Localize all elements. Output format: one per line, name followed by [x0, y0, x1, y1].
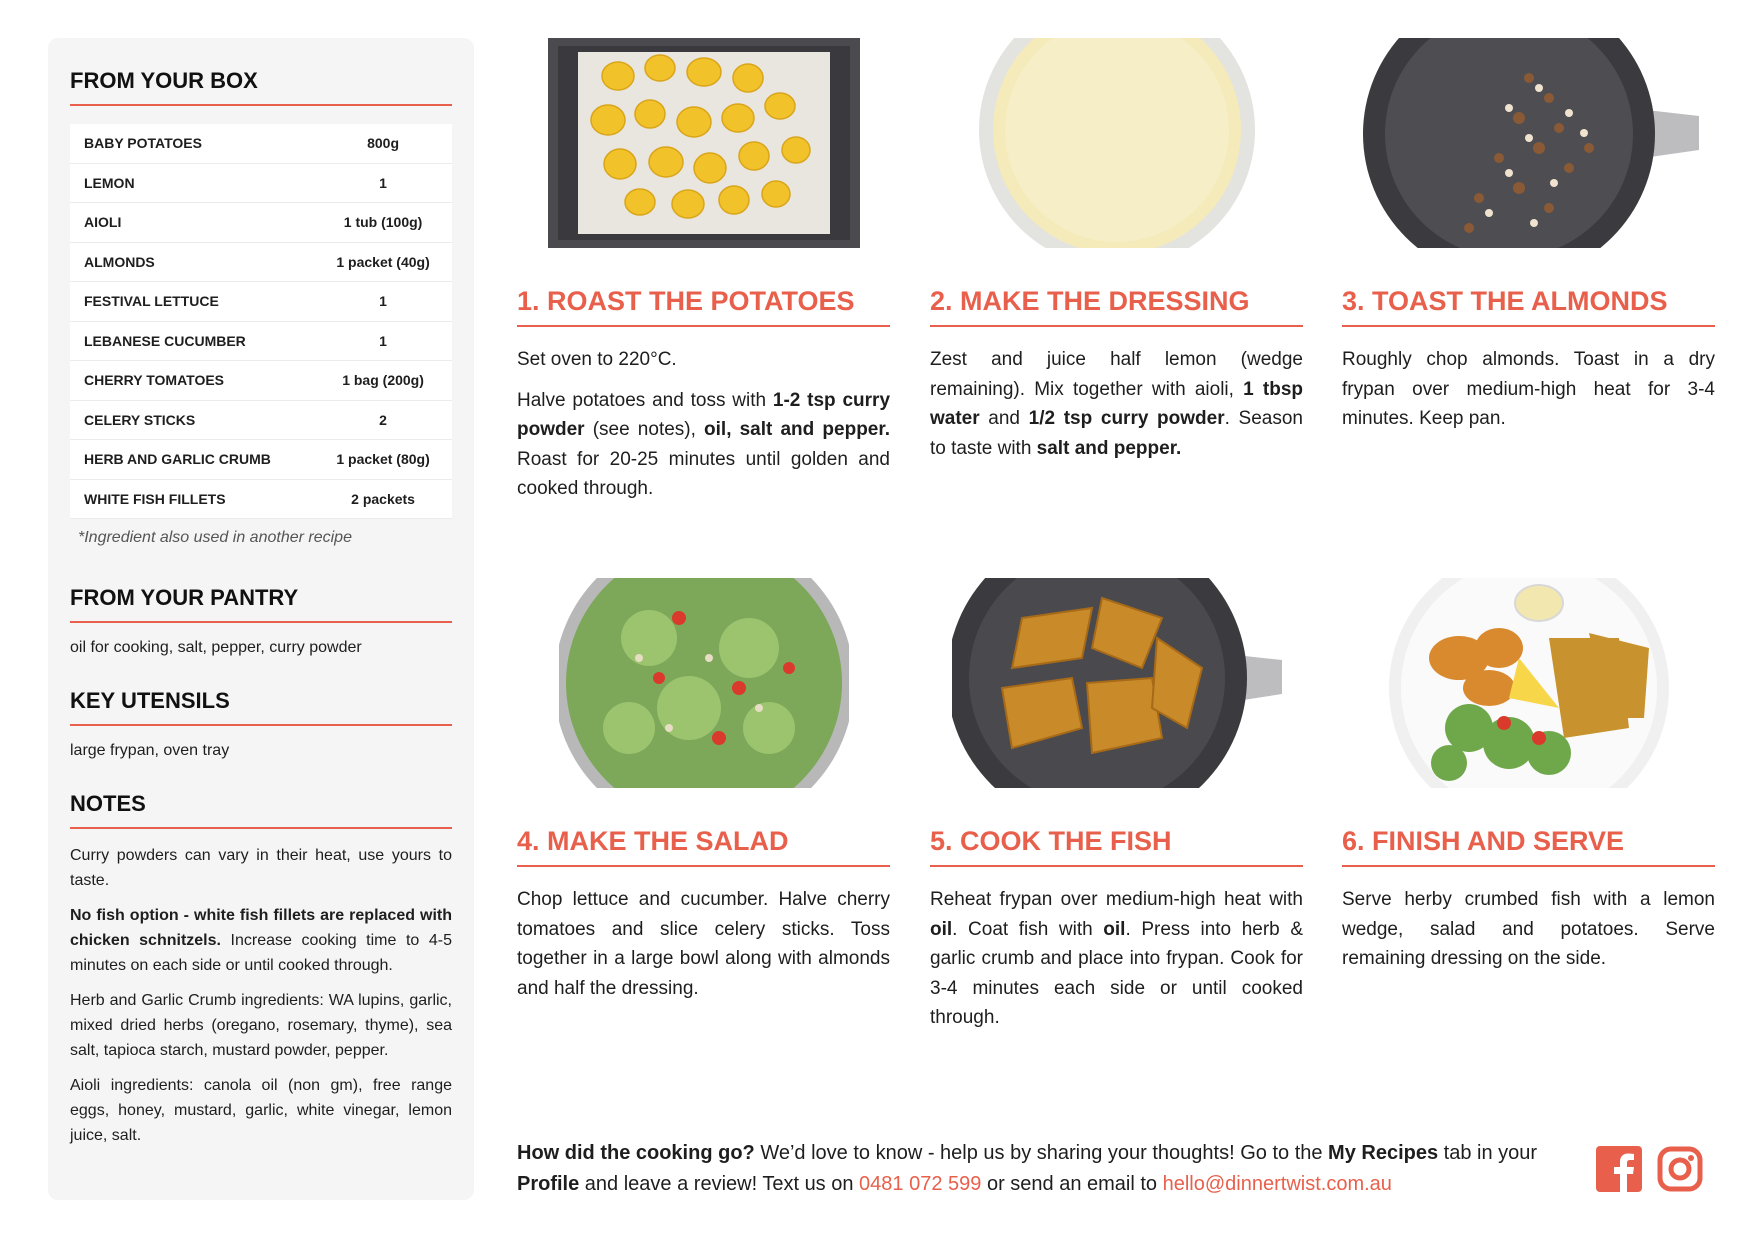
step-3	[1342, 38, 1715, 445]
step-4	[517, 578, 890, 1014]
ingredient-qty: 1	[314, 163, 452, 203]
utensils-title: KEY UTENSILS	[70, 688, 452, 726]
ingredient-name: WHITE FISH FILLETS	[70, 479, 314, 519]
table-row	[70, 440, 452, 480]
note-no-fish	[70, 903, 452, 978]
phone-number[interactable]: 0481 072 599	[859, 1173, 982, 1195]
text-run: . Press into herb & garlic crumb and place into frypan. Cook for 3-4 minutes each side or until cooked through.	[930, 918, 1303, 1028]
step-3-text	[1342, 345, 1715, 434]
table-row	[70, 400, 452, 440]
step-2-title: 2. MAKE THE DRESSING	[930, 286, 1303, 327]
text-run: tab in your	[1438, 1142, 1538, 1164]
text-run: Roast for 20-25 minutes until golden and cooked through.	[517, 448, 890, 499]
ingredient-name: FESTIVAL LETTUCE	[70, 282, 314, 322]
ingredient-qty: 2 packets	[314, 479, 452, 519]
ingredient-name: BABY POTATOES	[70, 124, 314, 163]
text-run: (see notes),	[584, 419, 705, 440]
ingredient-name: AIOLI	[70, 203, 314, 243]
ingredient-qty: 1	[314, 282, 452, 322]
fish-pan-image	[930, 578, 1303, 788]
text-run: Halve potatoes and toss with	[517, 389, 773, 411]
text-run: Reheat frypan over medium-high heat with	[930, 889, 1303, 910]
step-1-p1: Set oven to 220°C.	[517, 349, 677, 370]
ingredients-panel	[48, 38, 474, 1200]
bold-run: oil	[930, 918, 953, 940]
ingredient-name: CELERY STICKS	[70, 400, 314, 440]
step-1-title: 1. ROAST THE POTATOES	[517, 286, 890, 327]
feedback-question: How did the cooking go?	[517, 1142, 755, 1164]
feedback-footer	[517, 1138, 1567, 1200]
table-row	[70, 361, 452, 401]
step-2-p1	[930, 345, 1303, 463]
step-2	[930, 38, 1303, 474]
table-row	[70, 163, 452, 203]
ingredient-qty: 800g	[314, 124, 452, 163]
ingredient-qty: 1 tub (100g)	[314, 203, 452, 243]
notes-title: NOTES	[70, 791, 452, 829]
pantry-text: oil for cooking, salt, pepper, curry powder	[70, 639, 362, 656]
bold-run: oil	[1103, 918, 1126, 940]
ingredient-qty: 1 packet (80g)	[314, 440, 452, 480]
step-1-p2	[517, 386, 890, 504]
step-6	[1342, 578, 1715, 985]
note-aioli: Aioli ingredients: canola oil (non gm), free range eggs, honey, mustard, garlic, white vinegar, lemon juice, salt.	[70, 1077, 452, 1144]
ingredient-name: LEBANESE CUCUMBER	[70, 321, 314, 361]
note-curry: Curry powders can vary in their heat, use yours to taste.	[70, 847, 452, 889]
ingredient-qty: 1	[314, 321, 452, 361]
ingredient-name: CHERRY TOMATOES	[70, 361, 314, 401]
text-run: . Season to taste with	[930, 408, 1303, 459]
bold-run: 1-2 tsp curry powder	[517, 389, 891, 440]
text-run: We’d love to know - help us by sharing your thoughts! Go to the	[754, 1142, 1329, 1164]
ingredient-name: HERB AND GARLIC CRUMB	[70, 440, 314, 480]
ingredient-qty: 2	[314, 400, 452, 440]
note-no-fish-bold: No fish option - white fish fillets are replaced with chicken schnitzels.	[70, 907, 452, 949]
my-recipes-link[interactable]: My Recipes	[1328, 1142, 1439, 1164]
table-row	[70, 124, 452, 163]
text-run: or send an email to	[981, 1173, 1163, 1195]
step-6-title: 6. FINISH AND SERVE	[1342, 826, 1715, 867]
pantry-title: FROM YOUR PANTRY	[70, 585, 452, 623]
box-title: FROM YOUR BOX	[70, 68, 452, 106]
text-run: . Coat fish with	[952, 918, 1104, 940]
bold-run: 1/2 tsp curry powder	[1028, 408, 1225, 429]
bold-run: oil, salt and pepper.	[704, 419, 890, 440]
ingredient-name: ALMONDS	[70, 242, 314, 282]
step-2-text	[930, 345, 1303, 463]
table-row	[70, 203, 452, 243]
profile-link[interactable]: Profile	[517, 1173, 580, 1195]
step-6-p1: Serve herby crumbed fish with a lemon wedge, salad and potatoes. Serve remaining dressing on the side.	[1342, 889, 1715, 969]
instagram-icon[interactable]	[1657, 1146, 1703, 1192]
ingredient-name: LEMON	[70, 163, 314, 203]
utensils-text: large frypan, oven tray	[70, 742, 230, 759]
step-5	[930, 578, 1303, 1044]
table-row	[70, 282, 452, 322]
plated-dish-image	[1342, 578, 1715, 788]
step-1-text	[517, 345, 890, 504]
email-link[interactable]: hello@dinnertwist.com.au	[1162, 1173, 1392, 1195]
dressing-bowl-image	[930, 38, 1303, 248]
step-5-title: 5. COOK THE FISH	[930, 826, 1303, 867]
step-1	[517, 38, 890, 515]
step-3-title: 3. TOAST THE ALMONDS	[1342, 286, 1715, 327]
text-run: and	[979, 408, 1029, 429]
table-row	[70, 321, 452, 361]
bold-run: salt and pepper.	[1036, 437, 1182, 459]
table-row	[70, 479, 452, 519]
step-4-text	[517, 885, 890, 1003]
ingredients-table	[70, 124, 452, 519]
almonds-pan-image	[1342, 38, 1715, 248]
bold-run: 1 tbsp water	[930, 378, 1303, 429]
table-row	[70, 242, 452, 282]
ingredient-qty: 1 bag (200g)	[314, 361, 452, 401]
text-run: and leave a review! Text us on	[579, 1173, 860, 1195]
text-run: Zest and juice half lemon (wedge remaining). Mix together with aioli,	[930, 349, 1303, 400]
salad-bowl-image	[517, 578, 890, 788]
note-crumb: Herb and Garlic Crumb ingredients: WA lupins, garlic, mixed dried herbs (oregano, rosemary, thyme), sea salt, tapioca starch, mustard powder, pepper.	[70, 992, 452, 1059]
ingredient-qty: 1 packet (40g)	[314, 242, 452, 282]
facebook-icon[interactable]	[1596, 1146, 1642, 1192]
note-no-fish-rest: Increase cooking time to 4-5 minutes on each side or until cooked through.	[70, 932, 453, 974]
step-4-p1: Chop lettuce and cucumber. Halve cherry tomatoes and slice celery sticks. Toss together in a large bowl along with almonds and half the dressing.	[517, 889, 890, 999]
potatoes-tray-image	[517, 38, 890, 248]
step-5-text	[930, 885, 1303, 1033]
ingredient-footnote: *Ingredient also used in another recipe	[78, 529, 352, 546]
step-4-title: 4. MAKE THE SALAD	[517, 826, 890, 867]
step-5-p1	[930, 885, 1303, 1033]
step-3-p1: Roughly chop almonds. Toast in a dry frypan over medium-high heat for 3-4 minutes. Keep pan.	[1342, 349, 1715, 429]
step-6-text	[1342, 885, 1715, 974]
